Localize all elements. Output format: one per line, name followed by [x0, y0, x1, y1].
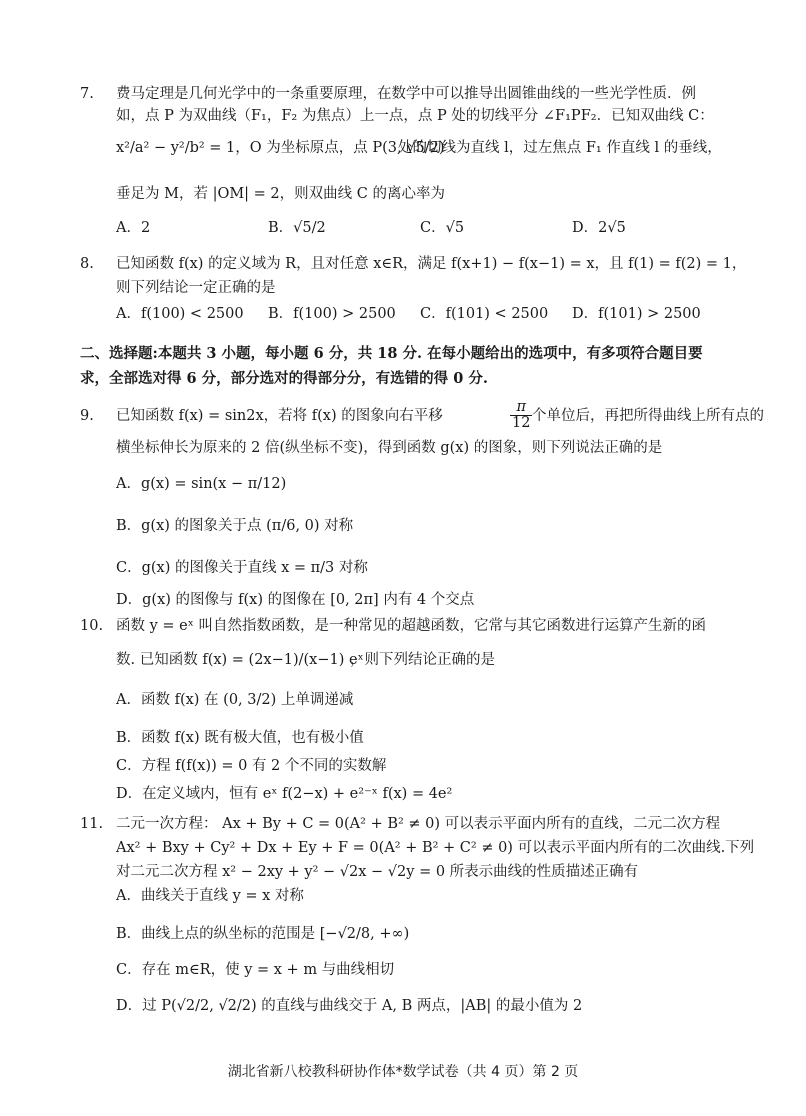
- q9-shift-fraction: $\frac{\pi}{12}$: [512, 399, 531, 432]
- q9-option-b: B．g(x) 的图象关于点 (π/6, 0) 对称: [116, 518, 354, 534]
- q11-line2: Ax² + Bxy + Cy² + Dx + Ey + F = 0(A² + B² + C² ≠ 0) 可以表示平面内所有的二次曲线.下列: [116, 840, 755, 856]
- q7-option-a: A．2: [116, 220, 151, 236]
- q8-option-c: C．f(101) < 2500: [420, 306, 549, 322]
- q8-option-b: B．f(100) > 2500: [268, 306, 396, 322]
- q7-option-c: C．√5: [420, 220, 465, 236]
- q10-line2-text: ，则下列结论正确的是: [350, 652, 495, 668]
- q9-number: 9.: [80, 408, 94, 424]
- q10-option-c: C．方程 f(f(x)) = 0 有 2 个不同的实数解: [116, 758, 387, 774]
- q8-option-a: A．f(100) < 2500: [116, 306, 244, 322]
- q9-line2: 横坐标伸长为原来的 2 倍(纵坐标不变)，得到函数 g(x) 的图象，则下列说法正确的是: [116, 440, 663, 456]
- q11-line1: 二元一次方程： Ax + By + C = 0(A² + B² ≠ 0) 可以表示平面内所有的直线，二元二次方程: [116, 816, 721, 832]
- q7-option-d: D．2√5: [572, 220, 626, 236]
- q11-number: 11.: [80, 816, 104, 832]
- q10-option-b: B．函数 f(x) 既有极大值，也有极小值: [116, 730, 364, 746]
- q11-option-c: C．存在 m∈R，使 y = x + m 与曲线相切: [116, 962, 395, 978]
- q7-line4: 垂足为 M，若 |OM| = 2，则双曲线 C 的离心率为: [116, 186, 445, 202]
- q7-option-b: B．√5/2: [268, 220, 326, 236]
- q10-number: 10.: [80, 618, 104, 634]
- q10-option-d: D．在定义域内，恒有 eˣ f(2−x) + e²⁻ˣ f(x) = 4e²: [116, 786, 453, 802]
- q8-line2: 则下列结论一定正确的是: [116, 280, 276, 296]
- q10-option-a: A．函数 f(x) 在 (0, 3/2) 上单调递减: [116, 692, 354, 708]
- q9-option-a: A．g(x) = sin(x − π/12): [116, 476, 287, 492]
- q9-line1-b: 个单位后，再把所得曲线上所有点的: [532, 408, 764, 424]
- q8-number: 8.: [80, 256, 94, 272]
- q7-line3-text: 处的切线为直线 l，过左焦点 F₁ 作直线 l 的垂线，: [398, 140, 722, 156]
- q9-option-d: D．g(x) 的图像与 f(x) 的图像在 [0, 2π] 内有 4 个交点: [116, 592, 475, 608]
- q7-line3-formula: x²/a² − y²/b² = 1，O 为坐标原点，点 P(3, √5/2): [116, 140, 445, 156]
- q8-option-d: D．f(101) > 2500: [572, 306, 701, 322]
- q9-line1-a: 已知函数 f(x) = sin2x，若将 f(x) 的图象向右平移: [116, 408, 443, 424]
- q7-line1: 费马定理是几何光学中的一条重要原理，在数学中可以推导出圆锥曲线的一些光学性质．例: [116, 86, 696, 102]
- q10-line2-formula: 数. 已知函数 f(x) = (2x−1)/(x−1) eˣ: [116, 652, 364, 668]
- section-2-heading-line2: 求，全部选对得 6 分，部分选对的得部分分，有选错的得 0 分.: [80, 370, 488, 387]
- q11-line3: 对二元二次方程 x² − 2xy + y² − √2x − √2y = 0 所表示曲线的性质描述正确有: [116, 864, 639, 880]
- q11-option-d: D．过 P(√2/2, √2/2) 的直线与曲线交于 A, B 两点，|AB| 的最小值为 2: [116, 998, 583, 1014]
- q11-option-b: B．曲线上点的纵坐标的范围是 [−√2/8, +∞): [116, 926, 410, 942]
- q9-option-c: C．g(x) 的图像关于直线 x = π/3 对称: [116, 560, 368, 576]
- q8-line1: 已知函数 f(x) 的定义域为 R，且对任意 x∈R，满足 f(x+1) − f(x−1) = x，且 f(1) = f(2) = 1，: [116, 256, 747, 272]
- section-2-heading-line1: 二、选择题:本题共 3 小题，每小题 6 分，共 18 分. 在每小题给出的选项中，有多项符合题目要: [80, 345, 703, 362]
- q7-line2: 如，点 P 为双曲线（F₁，F₂ 为焦点）上一点，点 P 处的切线平分 ∠F₁PF₂．已知双曲线 C：: [116, 108, 714, 124]
- q10-line1: 函数 y = eˣ 叫自然指数函数，是一种常见的超越函数，它常与其它函数进行运算产生新的函: [116, 618, 707, 634]
- q7-number: 7.: [80, 86, 94, 102]
- page-footer: 湖北省新八校教科研协作体*数学试卷（共 4 页）第 2 页: [227, 1064, 579, 1080]
- q11-option-a: A．曲线关于直线 y = x 对称: [116, 888, 304, 904]
